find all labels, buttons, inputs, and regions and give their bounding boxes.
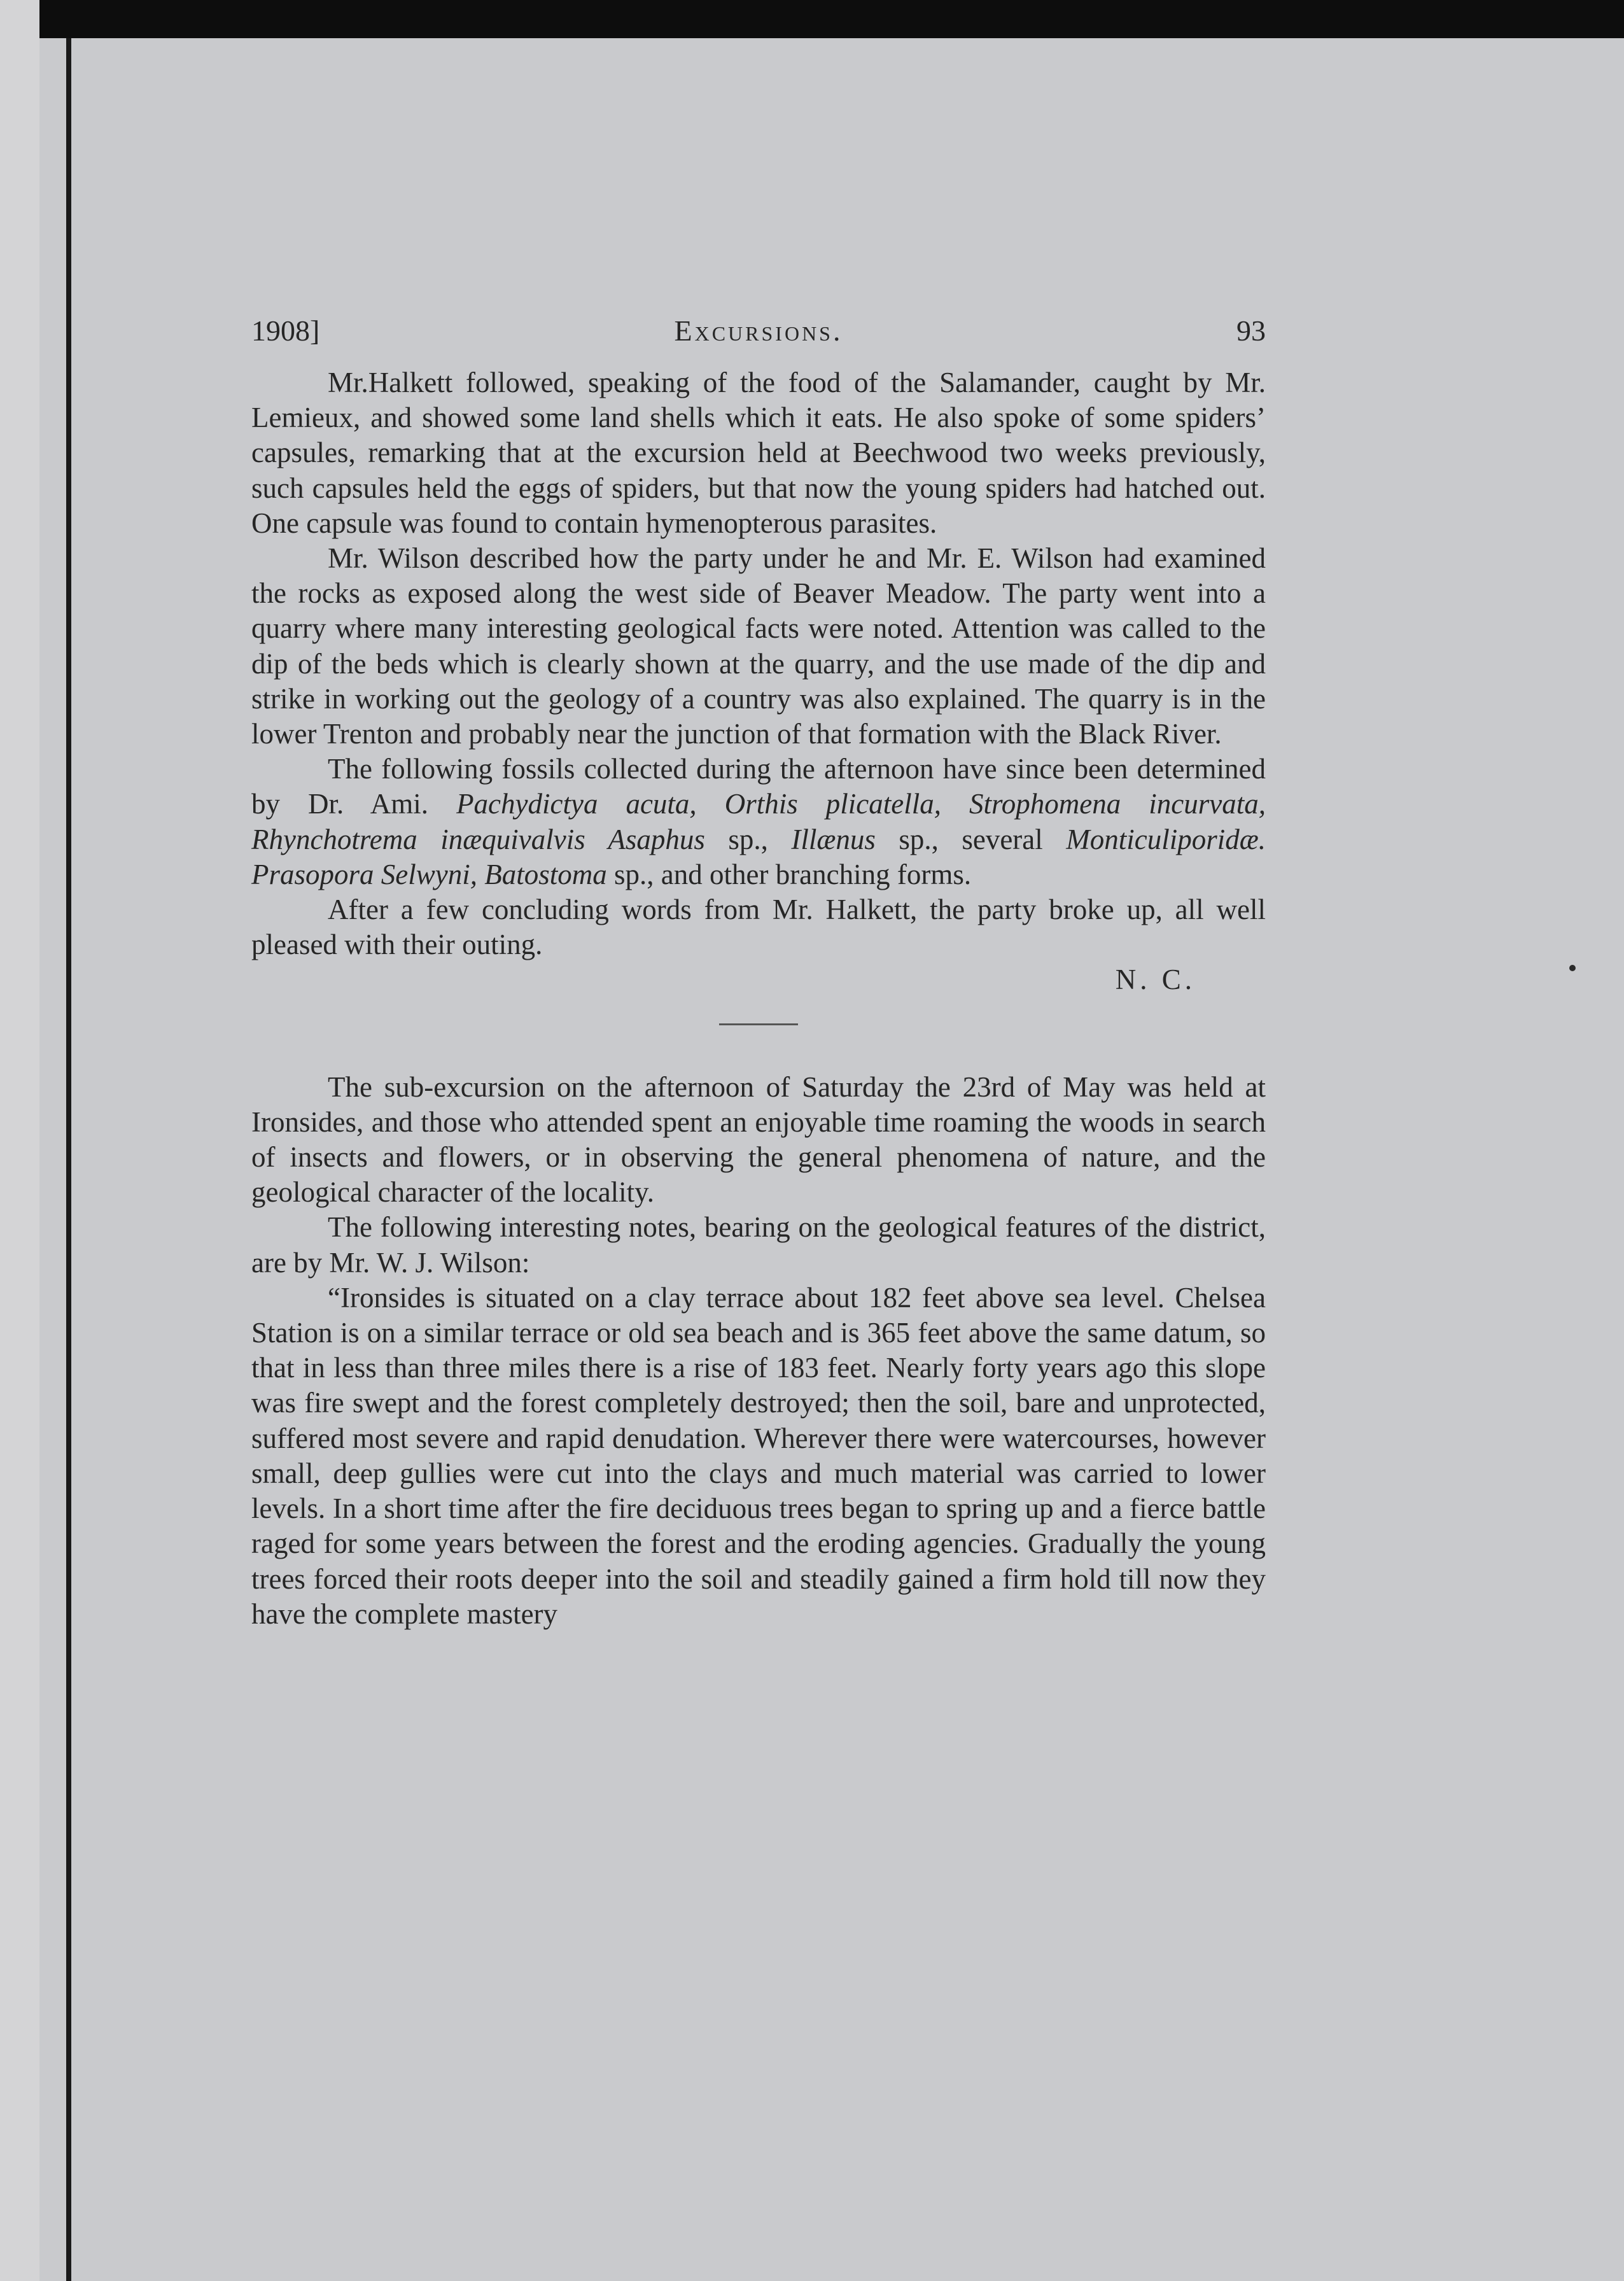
page (251, 305, 1266, 1632)
section-divider (719, 1023, 798, 1025)
section-ironsides (251, 1070, 1266, 1632)
paragraph-fossils (251, 752, 1266, 892)
paragraph: The sub-excursion on the afternoon of Saturday the 23rd of May was held at Ironsides, and those who attended spent an enjoyable time roaming the woods in search of insects and flowers, or in observing the general phenomena of nature, and the geological character of the locality. (251, 1070, 1266, 1209)
species-names: Pachydictya acuta, Orthis plicatella, Strophomena incurvata, Rhynchotrema inæquivalvis Asaphus (251, 788, 1266, 855)
paragraph: The following interesting notes, bearing on the geological features of the district, are by Mr. W. J. Wilson: (251, 1211, 1266, 1279)
scan-left-margin (0, 0, 39, 2281)
header-title: Excursions. (674, 314, 843, 347)
section-halkett-wilson (251, 365, 1266, 962)
text-run: The following fossils collected during the afternoon have since been determined by Dr. Ami. (251, 753, 1266, 820)
species-names: Monticuliporidæ. Prasopora Selwyni, Batostoma (251, 823, 1266, 890)
text-run: sp., (704, 823, 792, 855)
paragraph: Mr. Wilson described how the party under he and Mr. E. Wilson had examined the rocks as exposed along the west side of Beaver Meadow. The party went into a quarry where many interesting geological facts were noted. Attention was called to the dip of the beds which is clearly shown at the quarry, and the use made of the dip and strike in working out the geology of a country was also explained. The quarry is in the lower Trenton and probably near the junction of that formation with the Black River. (251, 542, 1266, 750)
running-head (251, 305, 1266, 356)
scan-top-border (0, 0, 1624, 38)
page-number: 93 (1236, 314, 1266, 347)
author-initials: N. C. (1115, 964, 1196, 996)
text-run: sp., and other branching forms. (606, 858, 972, 890)
paragraph: Mr.Halkett followed, speaking of the food of the Salamander, caught by Mr. Lemieux, and showed some land shells which it eats. He also spoke of some spiders’ capsules, remarking that at the excursion held at Beechwood two weeks previously, such capsules held the eggs of spiders, but that now the young spiders had hatched out. One capsule was found to contain hymenopterous parasites. (251, 367, 1266, 539)
scan-speck (1569, 965, 1576, 971)
species-names: Illænus (791, 823, 876, 855)
paragraph: “Ironsides is situated on a clay terrace about 182 feet above sea level. Chelsea Station is on a similar terrace or old sea beach and is 365 feet above the same datum, so that in less than three miles there is a rise of 183 feet. Nearly forty years ago this slope was fire swept and the forest completely destroyed; then the soil, bare and unprotected, suffered most severe and rapid denudation. Wherever there were watercourses, however small, deep gullies were cut into the clays and much material was carried to lower levels. In a short time after the fire deciduous trees began to spring up and a fierce battle raged for some years between the forest and the eroding agencies. Gradually the young trees forced their roots deeper into the soil and steadily gained a firm hold till now they have the complete mastery (251, 1281, 1266, 1630)
scan-binding-edge (66, 38, 71, 2281)
header-year: 1908] (251, 314, 320, 347)
paragraph: After a few concluding words from Mr. Halkett, the party broke up, all well pleased with their outing. (251, 894, 1266, 961)
text-run: sp., several (875, 823, 1067, 855)
